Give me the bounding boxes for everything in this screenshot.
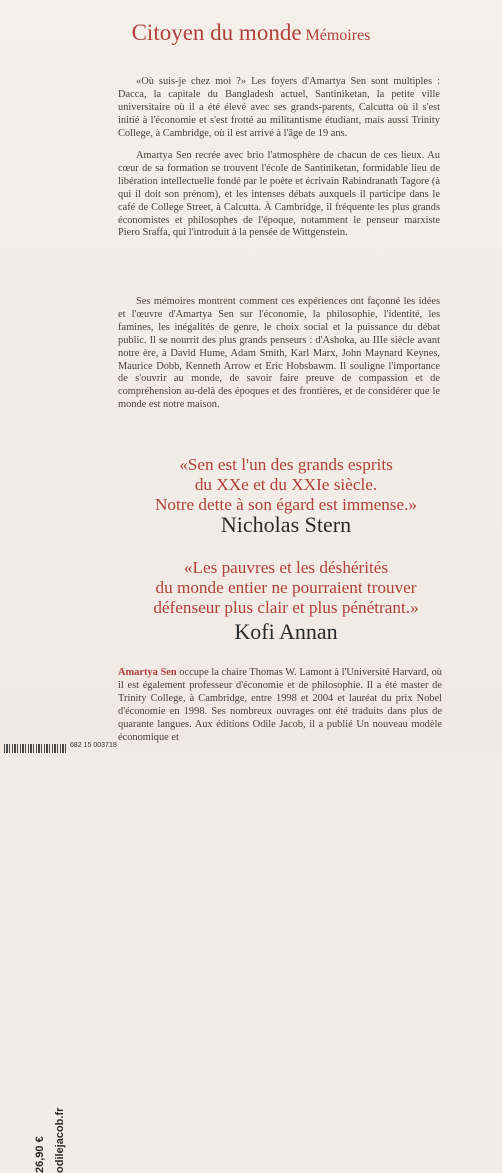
barcode-number	[70, 742, 117, 749]
blurb-paragraph-3	[118, 296, 440, 412]
paragraph-text: Ses mémoires montrent comment ces expériences ont façonné les idées et l'œuvre d'Amartya Sen sur l'économie, la philosophie, l'identité, les famines, les inégalités de genre, le choix social et la puissance du débat public. Il se nourrit des plus grands penseurs : d'Ashoka, au IIIe siècle avant notre ère, à David Hume, Adam Smith, Karl Marx, John Maynard Keynes, Maurice Dobb, Kenneth Arrow et Eric Hobsbawm. Il souligne l'importance de s'ouvrir au monde, de savoir faire preuve de compassion et de compréhension au-delà des époques et des frontières, et de considérer que le monde est notre maison.	[118, 296, 440, 411]
blurb-paragraph-1	[118, 76, 440, 141]
quote-line: «Les pauvres et les déshérités	[183, 558, 389, 577]
paragraph-text: Amartya Sen recrée avec brio l'atmosphère de chacun de ces lieux. Au cœur de sa formation se trouvent l'école de Santiniketan, formidable lieu de libération intellectuelle fondé par le poète et écrivain Rabindranath Tagore (à qui il doit son prénom), et les intenses débats auxquels il participe dans le café de College Street, à Calcutta. À Cambridge, il fréquente les plus grands économistes et philosophes de l'époque, notamment le penseur marxiste Piero Sraffa, qui l'introduit à la pensée de Wittgenstein.	[118, 150, 440, 239]
publisher-website: odilejacob.fr	[54, 1107, 66, 1173]
price-label: 26,90 €	[34, 1136, 46, 1173]
quote-line: du XXe et du XXIe siècle.	[194, 475, 378, 494]
author-name: Amartya Sen	[118, 667, 177, 678]
quote-line: Notre dette à son égard est immense.»	[154, 495, 418, 514]
barcode	[4, 744, 68, 753]
author-bio-rest: occupe la chaire Thomas W. Lamont à l'Université Harvard, où il est également professeur d'économie et de philosophie. Il a été master de Trinity College, à Cambridge, entre 1998 et 2004 et lauréat du prix Nobel d'économie en 1998. Ses nombreux ouvrages ont été traduits dans plus de quarante langues. Aux éditions Odile Jacob, il a publié Un nouveau modèle économique et	[118, 667, 442, 743]
book-title-subtitle: Mémoires	[305, 27, 371, 44]
quote-annan	[90, 558, 482, 618]
book-title	[0, 20, 502, 46]
isbn-digits: 682 15	[70, 742, 92, 749]
quote-line: défenseur plus clair et plus pénétrant.»	[153, 598, 419, 617]
quote-stern	[90, 455, 482, 515]
blurb-paragraph-2	[118, 150, 440, 240]
paragraph-text: «Où suis-je chez moi ?» Les foyers d'Amartya Sen sont multiples : Dacca, la capitale du Bangladesh actuel, Santiniketan, la petite ville universitaire où il a été élevé avec ses grands-parents, Calcutta où il s'est initié à l'économie et s'est frotté au militantisme étudiant, mais aussi Trinity College, à Cambridge, où il est arrivé à l'âge de 19 ans.	[118, 76, 440, 139]
quote-line: du monde entier ne pourraient trouver	[155, 578, 417, 597]
author-bio	[118, 667, 442, 744]
book-title-main: Citoyen du monde	[131, 20, 302, 45]
quote-line: «Sen est l'un des grands esprits	[179, 455, 393, 474]
author-bio-text	[118, 667, 442, 744]
barcode-tail: 003718	[93, 742, 117, 749]
spine-strip	[0, 420, 70, 1173]
quote-author-stern: Nicholas Stern	[220, 512, 352, 537]
quote-author-annan: Kofi Annan	[234, 619, 338, 644]
